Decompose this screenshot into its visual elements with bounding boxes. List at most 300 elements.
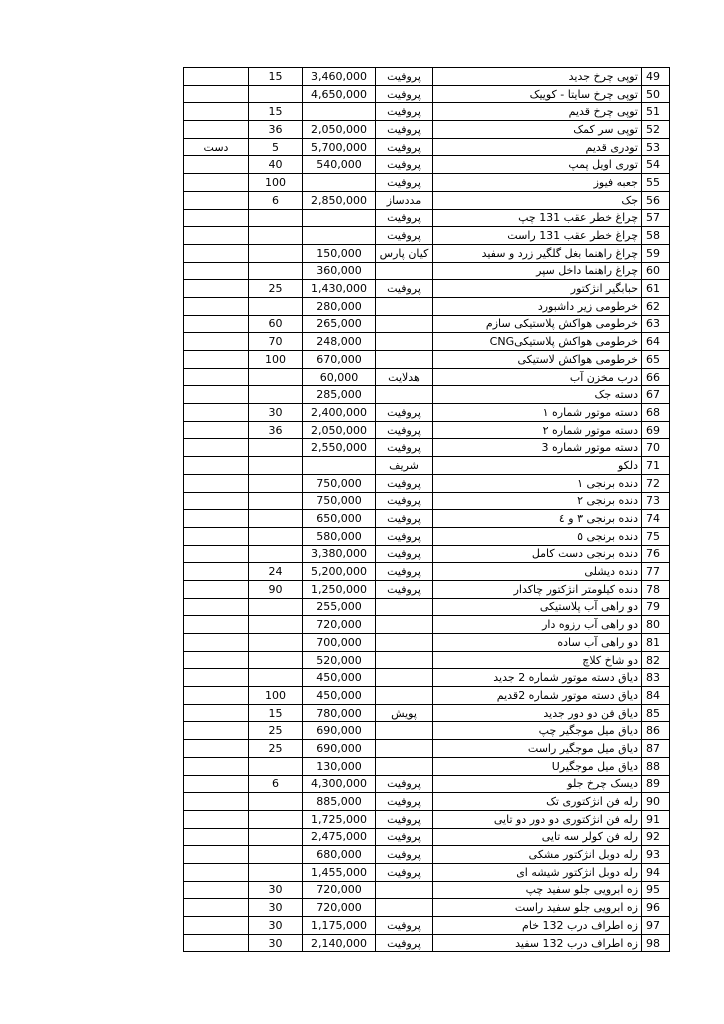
row-number-cell: 67 xyxy=(642,386,670,404)
quantity-cell xyxy=(249,510,303,528)
brand-cell: پروفیت xyxy=(376,563,433,581)
table-row xyxy=(184,262,670,280)
unit-cell xyxy=(184,704,249,722)
row-number-cell: 77 xyxy=(642,563,670,581)
quantity-cell xyxy=(249,262,303,280)
parts-price-table xyxy=(183,67,670,952)
row-number-cell: 70 xyxy=(642,439,670,457)
quantity-cell xyxy=(249,810,303,828)
brand-cell: شریف xyxy=(376,457,433,475)
part-name-cell: رله فن انژکتوری دو دور دو تایی xyxy=(433,810,642,828)
brand-cell: پروفیت xyxy=(376,209,433,227)
price-cell: 1,250,000 xyxy=(303,580,376,598)
unit-cell xyxy=(184,404,249,422)
brand-cell xyxy=(376,687,433,705)
table-row xyxy=(184,492,670,510)
table-row xyxy=(184,209,670,227)
row-number-cell: 84 xyxy=(642,687,670,705)
table-row xyxy=(184,757,670,775)
unit-cell xyxy=(184,386,249,404)
price-cell: 720,000 xyxy=(303,899,376,917)
row-number-cell: 64 xyxy=(642,333,670,351)
table-row xyxy=(184,846,670,864)
row-number-cell: 74 xyxy=(642,510,670,528)
price-cell: 130,000 xyxy=(303,757,376,775)
quantity-cell: 25 xyxy=(249,722,303,740)
brand-cell: هدلایت xyxy=(376,368,433,386)
price-cell: 3,380,000 xyxy=(303,545,376,563)
unit-cell xyxy=(184,687,249,705)
table-row xyxy=(184,121,670,139)
brand-cell: پروفیت xyxy=(376,138,433,156)
part-name-cell: حبابگیر انژکتور xyxy=(433,280,642,298)
row-number-cell: 66 xyxy=(642,368,670,386)
brand-cell: پروفیت xyxy=(376,439,433,457)
brand-cell: کیان پارس xyxy=(376,244,433,262)
price-cell: 3,460,000 xyxy=(303,68,376,86)
row-number-cell: 54 xyxy=(642,156,670,174)
unit-cell xyxy=(184,121,249,139)
part-name-cell: توری اویل پمپ xyxy=(433,156,642,174)
quantity-cell: 30 xyxy=(249,404,303,422)
part-name-cell: دو راهی آب پلاستیکی xyxy=(433,598,642,616)
quantity-cell xyxy=(249,651,303,669)
part-name-cell: دنده برنجی ۲ xyxy=(433,492,642,510)
quantity-cell: 100 xyxy=(249,174,303,192)
brand-cell xyxy=(376,651,433,669)
price-cell: 650,000 xyxy=(303,510,376,528)
row-number-cell: 83 xyxy=(642,669,670,687)
row-number-cell: 63 xyxy=(642,315,670,333)
unit-cell xyxy=(184,722,249,740)
quantity-cell: 30 xyxy=(249,899,303,917)
table-row xyxy=(184,227,670,245)
table-row xyxy=(184,404,670,422)
part-name-cell: دیاق میل موجگیرU xyxy=(433,757,642,775)
table-row xyxy=(184,810,670,828)
unit-cell xyxy=(184,917,249,935)
price-cell: 265,000 xyxy=(303,315,376,333)
part-name-cell: دو راهی آب ساده xyxy=(433,634,642,652)
row-number-cell: 87 xyxy=(642,740,670,758)
part-name-cell: دلکو xyxy=(433,457,642,475)
row-number-cell: 97 xyxy=(642,917,670,935)
price-cell: 720,000 xyxy=(303,616,376,634)
table-row xyxy=(184,421,670,439)
table-row xyxy=(184,651,670,669)
brand-cell: پروفیت xyxy=(376,510,433,528)
brand-cell: پروفیت xyxy=(376,174,433,192)
brand-cell xyxy=(376,881,433,899)
part-name-cell: رله فن انژکتوری تک xyxy=(433,793,642,811)
price-cell: 360,000 xyxy=(303,262,376,280)
table-row xyxy=(184,598,670,616)
unit-cell xyxy=(184,545,249,563)
price-cell xyxy=(303,103,376,121)
price-cell: 255,000 xyxy=(303,598,376,616)
quantity-cell: 25 xyxy=(249,280,303,298)
unit-cell xyxy=(184,598,249,616)
brand-cell: پروفیت xyxy=(376,85,433,103)
quantity-cell: 36 xyxy=(249,421,303,439)
unit-cell xyxy=(184,209,249,227)
row-number-cell: 82 xyxy=(642,651,670,669)
unit-cell xyxy=(184,863,249,881)
unit-cell xyxy=(184,85,249,103)
quantity-cell xyxy=(249,209,303,227)
brand-cell: پروفیت xyxy=(376,793,433,811)
row-number-cell: 55 xyxy=(642,174,670,192)
row-number-cell: 88 xyxy=(642,757,670,775)
table-row xyxy=(184,793,670,811)
quantity-cell: 30 xyxy=(249,934,303,952)
row-number-cell: 80 xyxy=(642,616,670,634)
table-row xyxy=(184,103,670,121)
quantity-cell xyxy=(249,368,303,386)
unit-cell xyxy=(184,191,249,209)
table-row xyxy=(184,191,670,209)
unit-cell xyxy=(184,527,249,545)
quantity-cell xyxy=(249,545,303,563)
unit-cell xyxy=(184,881,249,899)
row-number-cell: 92 xyxy=(642,828,670,846)
quantity-cell xyxy=(249,846,303,864)
row-number-cell: 96 xyxy=(642,899,670,917)
part-name-cell: دو راهی آب رزوه دار xyxy=(433,616,642,634)
table-row xyxy=(184,368,670,386)
price-cell xyxy=(303,174,376,192)
quantity-cell: 6 xyxy=(249,775,303,793)
part-name-cell: دیاق دسته موتور شماره 2 جدید xyxy=(433,669,642,687)
price-cell: 2,140,000 xyxy=(303,934,376,952)
part-name-cell: دنده برنجی ۱ xyxy=(433,474,642,492)
part-name-cell: خرطومی زیر داشبورد xyxy=(433,297,642,315)
table-row xyxy=(184,934,670,952)
unit-cell xyxy=(184,616,249,634)
price-cell: 450,000 xyxy=(303,669,376,687)
price-cell: 700,000 xyxy=(303,634,376,652)
row-number-cell: 61 xyxy=(642,280,670,298)
row-number-cell: 58 xyxy=(642,227,670,245)
quantity-cell: 100 xyxy=(249,687,303,705)
table-row xyxy=(184,580,670,598)
brand-cell: پروفیت xyxy=(376,846,433,864)
price-cell: 1,725,000 xyxy=(303,810,376,828)
row-number-cell: 95 xyxy=(642,881,670,899)
part-name-cell: خرطومی هواکش پلاستیکیCNG xyxy=(433,333,642,351)
table-row xyxy=(184,616,670,634)
unit-cell xyxy=(184,297,249,315)
table-row xyxy=(184,545,670,563)
table-row xyxy=(184,457,670,475)
price-cell: 580,000 xyxy=(303,527,376,545)
row-number-cell: 60 xyxy=(642,262,670,280)
brand-cell xyxy=(376,315,433,333)
price-cell: 750,000 xyxy=(303,492,376,510)
quantity-cell: 36 xyxy=(249,121,303,139)
brand-cell xyxy=(376,297,433,315)
row-number-cell: 57 xyxy=(642,209,670,227)
part-name-cell: دسته موتور شماره 3 xyxy=(433,439,642,457)
row-number-cell: 69 xyxy=(642,421,670,439)
price-cell: 690,000 xyxy=(303,722,376,740)
brand-cell xyxy=(376,669,433,687)
brand-cell: پروفیت xyxy=(376,68,433,86)
price-cell: 885,000 xyxy=(303,793,376,811)
table-row xyxy=(184,280,670,298)
price-cell: 280,000 xyxy=(303,297,376,315)
table-row xyxy=(184,68,670,86)
price-cell: 4,300,000 xyxy=(303,775,376,793)
quantity-cell xyxy=(249,828,303,846)
brand-cell: پروفیت xyxy=(376,103,433,121)
unit-cell xyxy=(184,103,249,121)
part-name-cell: چراغ خطر عقب 131 چپ xyxy=(433,209,642,227)
part-name-cell: زه ابرویی جلو سفید راست xyxy=(433,899,642,917)
table-row xyxy=(184,722,670,740)
part-name-cell: جعبه فیوز xyxy=(433,174,642,192)
table-row xyxy=(184,439,670,457)
brand-cell: پروفیت xyxy=(376,580,433,598)
table-row xyxy=(184,174,670,192)
quantity-cell xyxy=(249,297,303,315)
quantity-cell xyxy=(249,634,303,652)
unit-cell xyxy=(184,262,249,280)
table-row xyxy=(184,775,670,793)
part-name-cell: دنده دیشلی xyxy=(433,563,642,581)
quantity-cell xyxy=(249,386,303,404)
quantity-cell: 15 xyxy=(249,68,303,86)
price-cell: 540,000 xyxy=(303,156,376,174)
quantity-cell: 5 xyxy=(249,138,303,156)
unit-cell xyxy=(184,244,249,262)
table-row xyxy=(184,474,670,492)
quantity-cell: 25 xyxy=(249,740,303,758)
unit-cell xyxy=(184,828,249,846)
table-row xyxy=(184,828,670,846)
part-name-cell: دسته موتور شماره ۲ xyxy=(433,421,642,439)
price-cell: 2,475,000 xyxy=(303,828,376,846)
table-row xyxy=(184,351,670,369)
price-cell: 2,400,000 xyxy=(303,404,376,422)
part-name-cell: دیاق دسته موتور شماره 2قدیم xyxy=(433,687,642,705)
brand-cell xyxy=(376,262,433,280)
unit-cell xyxy=(184,846,249,864)
row-number-cell: 59 xyxy=(642,244,670,262)
table-row xyxy=(184,704,670,722)
price-cell: 680,000 xyxy=(303,846,376,864)
unit-cell xyxy=(184,174,249,192)
row-number-cell: 79 xyxy=(642,598,670,616)
price-cell: 690,000 xyxy=(303,740,376,758)
brand-cell: پروفیت xyxy=(376,810,433,828)
part-name-cell: توپی چرخ جدید xyxy=(433,68,642,86)
part-name-cell: توپی سر کمک xyxy=(433,121,642,139)
row-number-cell: 94 xyxy=(642,863,670,881)
price-cell: 750,000 xyxy=(303,474,376,492)
part-name-cell: زه ابرویی جلو سفید چپ xyxy=(433,881,642,899)
row-number-cell: 72 xyxy=(642,474,670,492)
brand-cell: پروفیت xyxy=(376,545,433,563)
part-name-cell: دیاق میل موجگیر چپ xyxy=(433,722,642,740)
brand-cell: پروفیت xyxy=(376,404,433,422)
price-cell: 4,650,000 xyxy=(303,85,376,103)
unit-cell xyxy=(184,457,249,475)
part-name-cell: خرطومی هواکش لاستیکی xyxy=(433,351,642,369)
table-row xyxy=(184,156,670,174)
brand-cell: پروفیت xyxy=(376,917,433,935)
unit-cell xyxy=(184,757,249,775)
part-name-cell: درب مخزن آب xyxy=(433,368,642,386)
price-cell: 5,200,000 xyxy=(303,563,376,581)
price-cell: 60,000 xyxy=(303,368,376,386)
unit-cell xyxy=(184,351,249,369)
brand-cell xyxy=(376,757,433,775)
unit-cell xyxy=(184,793,249,811)
table-row xyxy=(184,333,670,351)
row-number-cell: 51 xyxy=(642,103,670,121)
price-cell xyxy=(303,227,376,245)
brand-cell xyxy=(376,899,433,917)
quantity-cell: 100 xyxy=(249,351,303,369)
brand-cell xyxy=(376,351,433,369)
brand-cell: پروفیت xyxy=(376,492,433,510)
part-name-cell: رله فن کولر سه تایی xyxy=(433,828,642,846)
quantity-cell xyxy=(249,244,303,262)
quantity-cell xyxy=(249,669,303,687)
part-name-cell: دنده برنجی ۳ و ٤ xyxy=(433,510,642,528)
unit-cell xyxy=(184,510,249,528)
part-name-cell: زه اطراف درب 132 خام xyxy=(433,917,642,935)
unit-cell xyxy=(184,156,249,174)
unit-cell xyxy=(184,315,249,333)
price-cell: 2,850,000 xyxy=(303,191,376,209)
brand-cell: پروفیت xyxy=(376,227,433,245)
part-name-cell: چراغ راهنما داخل سپر xyxy=(433,262,642,280)
quantity-cell: 30 xyxy=(249,917,303,935)
price-cell: 285,000 xyxy=(303,386,376,404)
unit-cell xyxy=(184,934,249,952)
price-cell: 248,000 xyxy=(303,333,376,351)
brand-cell: پروفیت xyxy=(376,863,433,881)
part-name-cell: دنده برنجی دست کامل xyxy=(433,545,642,563)
part-name-cell: رله دوبل انژکتور شیشه ای xyxy=(433,863,642,881)
unit-cell xyxy=(184,740,249,758)
row-number-cell: 53 xyxy=(642,138,670,156)
brand-cell: پروفیت xyxy=(376,934,433,952)
row-number-cell: 85 xyxy=(642,704,670,722)
brand-cell: پروفیت xyxy=(376,775,433,793)
table-row xyxy=(184,85,670,103)
quantity-cell: 15 xyxy=(249,103,303,121)
table-row xyxy=(184,510,670,528)
brand-cell: پروفیت xyxy=(376,474,433,492)
price-cell: 780,000 xyxy=(303,704,376,722)
part-name-cell: توپی چرخ قدیم xyxy=(433,103,642,121)
quantity-cell xyxy=(249,457,303,475)
table-row xyxy=(184,899,670,917)
row-number-cell: 75 xyxy=(642,527,670,545)
quantity-cell xyxy=(249,757,303,775)
price-cell: 520,000 xyxy=(303,651,376,669)
table-row xyxy=(184,244,670,262)
price-cell: 2,050,000 xyxy=(303,121,376,139)
brand-cell: پروفیت xyxy=(376,121,433,139)
brand-cell: پروفیت xyxy=(376,280,433,298)
price-cell: 2,550,000 xyxy=(303,439,376,457)
part-name-cell: توپی چرخ سایتا - کوییک xyxy=(433,85,642,103)
brand-cell xyxy=(376,386,433,404)
part-name-cell: دسته موتور شماره ۱ xyxy=(433,404,642,422)
row-number-cell: 90 xyxy=(642,793,670,811)
unit-cell xyxy=(184,68,249,86)
brand-cell xyxy=(376,598,433,616)
unit-cell xyxy=(184,227,249,245)
brand-cell xyxy=(376,740,433,758)
table-row xyxy=(184,315,670,333)
price-cell: 1,175,000 xyxy=(303,917,376,935)
part-name-cell: زه اطراف درب 132 سفید xyxy=(433,934,642,952)
part-name-cell: دیسک چرخ جلو xyxy=(433,775,642,793)
row-number-cell: 56 xyxy=(642,191,670,209)
brand-cell: پویش xyxy=(376,704,433,722)
row-number-cell: 81 xyxy=(642,634,670,652)
unit-cell xyxy=(184,333,249,351)
quantity-cell xyxy=(249,227,303,245)
price-cell: 450,000 xyxy=(303,687,376,705)
table-row xyxy=(184,863,670,881)
quantity-cell xyxy=(249,616,303,634)
price-cell xyxy=(303,457,376,475)
row-number-cell: 49 xyxy=(642,68,670,86)
part-name-cell: رله دوبل انژکتور مشکی xyxy=(433,846,642,864)
quantity-cell xyxy=(249,793,303,811)
row-number-cell: 65 xyxy=(642,351,670,369)
brand-cell xyxy=(376,722,433,740)
row-number-cell: 86 xyxy=(642,722,670,740)
table-body xyxy=(184,68,670,952)
table-row xyxy=(184,740,670,758)
unit-cell xyxy=(184,474,249,492)
unit-cell xyxy=(184,368,249,386)
quantity-cell: 30 xyxy=(249,881,303,899)
table-row xyxy=(184,917,670,935)
quantity-cell xyxy=(249,85,303,103)
row-number-cell: 89 xyxy=(642,775,670,793)
quantity-cell: 15 xyxy=(249,704,303,722)
part-name-cell: دنده برنجی ٥ xyxy=(433,527,642,545)
quantity-cell xyxy=(249,474,303,492)
price-cell: 1,430,000 xyxy=(303,280,376,298)
table-row xyxy=(184,386,670,404)
part-name-cell: دو شاخ کلاچ xyxy=(433,651,642,669)
unit-cell xyxy=(184,775,249,793)
quantity-cell: 24 xyxy=(249,563,303,581)
unit-cell xyxy=(184,421,249,439)
unit-cell: دست xyxy=(184,138,249,156)
quantity-cell xyxy=(249,598,303,616)
part-name-cell: جک xyxy=(433,191,642,209)
part-name-cell: چراغ خطر عقب 131 راست xyxy=(433,227,642,245)
row-number-cell: 76 xyxy=(642,545,670,563)
price-cell: 2,050,000 xyxy=(303,421,376,439)
brand-cell xyxy=(376,634,433,652)
unit-cell xyxy=(184,563,249,581)
row-number-cell: 91 xyxy=(642,810,670,828)
row-number-cell: 98 xyxy=(642,934,670,952)
brand-cell: پروفیت xyxy=(376,421,433,439)
brand-cell: مددساز xyxy=(376,191,433,209)
